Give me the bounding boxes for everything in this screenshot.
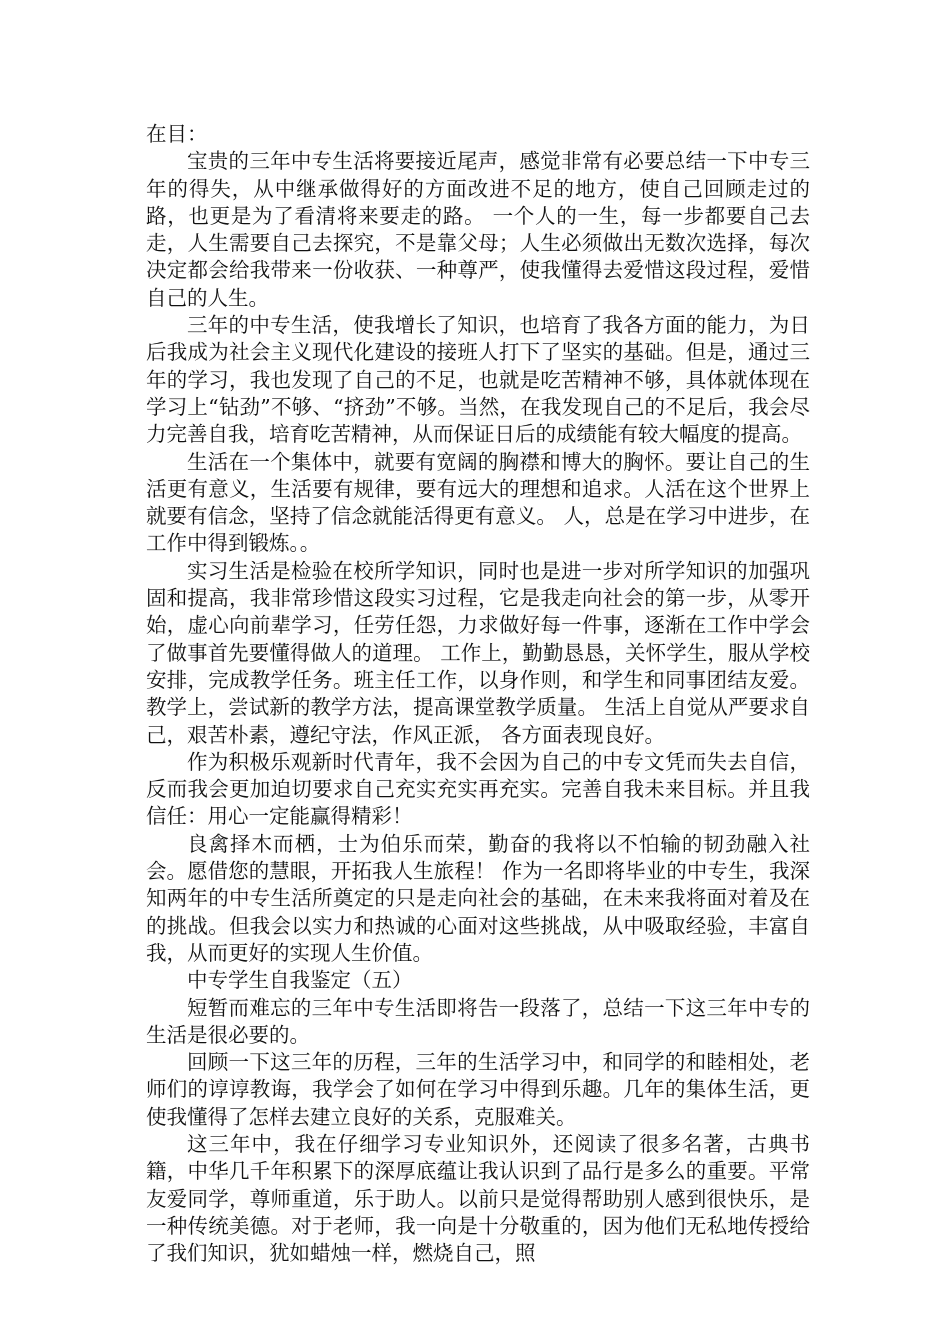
paragraph: 作为积极乐观新时代青年，我不会因为自己的中专文凭而失去自信，反而我会更加迫切要求自己充实充实再充实。完善自我未来目标。并且我信任：用心一定能赢得精彩！	[146, 749, 810, 829]
paragraph-heading-fragment: 在目：	[146, 122, 208, 146]
document-body	[146, 121, 810, 1267]
paragraph: 实习生活是检验在校所学知识，同时也是进一步对所学知识的加强巩固和提高，我非常珍惜这段实习过程，它是我走向社会的第一步，从零开始，虚心向前辈学习，任劳任怨，力求做好每一件事，逐渐在工作中学会了做事首先要懂得做人的道理。 工作上，勤勤恳恳，关怀学生，服从学校安排，完成教学任务。班主任工作，以身作则，和学生和同事团结友爱。教学上，尝试新的教学方法，提高课堂教学质量。 生活上自觉从严要求自己，艰苦朴素，遵纪守法，作风正派， 各方面表现良好。	[146, 558, 810, 747]
paragraph: 宝贵的三年中专生活将要接近尾声，感觉非常有必要总结一下中专三年的得失，从中继承做得好的方面改进不足的地方，使自己回顾走过的路，也更是为了看清将来要走的路。 一个人的一生，每一步都要自己去走，人生需要自己去探究，不是靠父母；人生必须做出无数次选择，每次决定都会给我带来一份收获、一种尊严，使我懂得去爱惜这段过程，爱惜自己的人生。	[146, 149, 810, 310]
paragraph: 生活在一个集体中，就要有宽阔的胸襟和博大的胸怀。要让自己的生活更有意义，生活要有规律，要有远大的理想和追求。人活在这个世界上就要有信念，坚持了信念就能活得更有意义。 人，总是在学习中进步，在工作中得到锻炼。。	[146, 449, 810, 556]
paragraph: 短暂而难忘的三年中专生活即将告一段落了，总结一下这三年中专的生活是很必要的。	[146, 995, 810, 1047]
paragraph: 三年的中专生活，使我增长了知识，也培育了我各方面的能力，为日后我成为社会主义现代化建设的接班人打下了坚实的基础。但是，通过三年的学习，我也发现了自己的不足，也就是吃苦精神不够，具体就体现在学习上“钻劲”不够、“挤劲”不够。当然，在我发现自己的不足后，我会尽力完善自我，培育吃苦精神，从而保证日后的成绩能有较大幅度的提高。	[146, 313, 810, 447]
paragraph: 回顾一下这三年的历程，三年的生活学习中，和同学的和睦相处，老师们的谆谆教诲，我学会了如何在学习中得到乐趣。几年的集体生活，更使我懂得了怎样去建立良好的关系，克服难关。	[146, 1050, 810, 1129]
paragraph: 这三年中，我在仔细学习专业知识外，还阅读了很多名著，古典书籍，中华几千年积累下的深厚底蕴让我认识到了品行是多么的重要。平常友爱同学，尊师重道，乐于助人。以前只是觉得帮助别人感到很快乐，是一种传统美德。对于老师，我一向是十分敬重的，因为他们无私地传授给了我们知识，犹如蜡烛一样，燃烧自己，照	[146, 1131, 810, 1266]
section-title: 中专学生自我鉴定（五）	[187, 968, 413, 993]
paragraph: 良禽择木而栖，士为伯乐而荣，勤奋的我将以不怕输的韧劲融入社会。愿借您的慧眼，开拓我人生旅程！ 作为一名即将毕业的中专生，我深知两年的中专生活所奠定的只是走向社会的基础，在未来我将面对着及在的挑战。但我会以实力和热诚的心面对这些挑战，从中吸取经验，丰富自我，从而更好的实现人生价值。	[146, 831, 810, 965]
